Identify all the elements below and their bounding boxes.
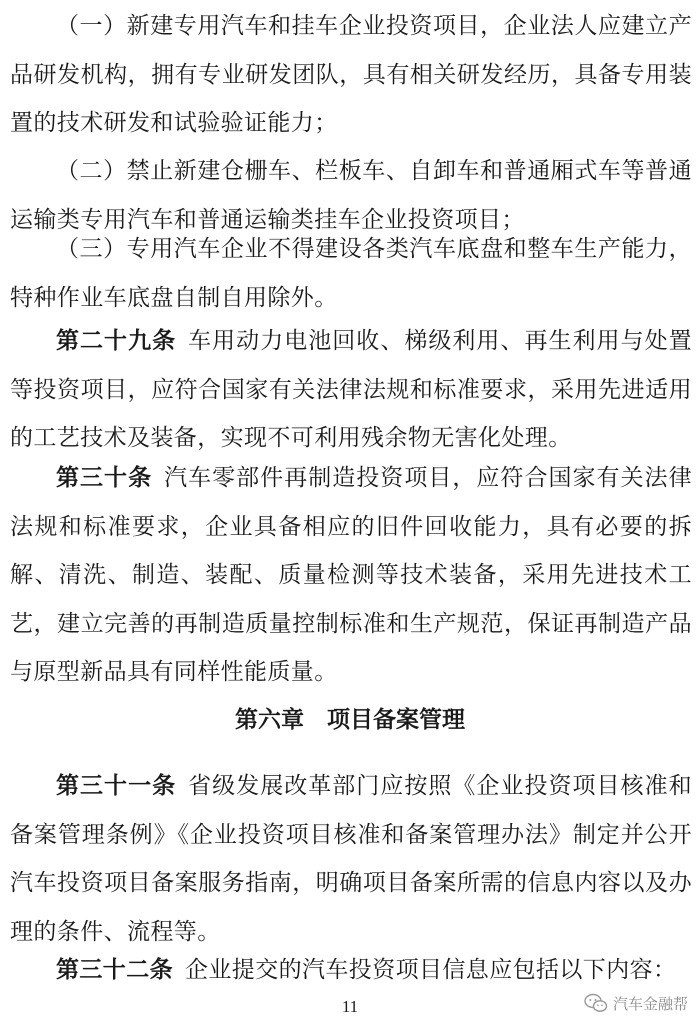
article-number: 第二十九条 — [56, 327, 177, 354]
article-number: 第三十一条 — [56, 772, 177, 799]
paragraph-text: 省级发展改革部门应按照《企业投资项目核准和备案管理条例》《企业投资项目核准和备案管理办法》制定并公开汽车投资项目备案服务指南，明确项目备案所需的信息内容以及办理的条件、流程等。 — [10, 773, 692, 945]
paragraph-text: （一）新建专用汽车和挂车企业投资项目，企业法人应建立产品研发机构，拥有专业研发团队，具有相关研发经历，具备专用装置的技术研发和试验验证能力； — [10, 13, 692, 136]
article-30 — [10, 454, 692, 697]
paragraph-text: 汽车零部件再制造投资项目，应符合国家有关法律法规和标准要求，企业具备相应的旧件回收能力，具有必要的拆解、清洗、制造、装配、质量检测等技术装备，采用先进技术工艺，建立完善的再制造质量控制标准和生产规范，保证再制造产品与原型新品具有同样性能质量。 — [10, 465, 692, 685]
paragraph-1 — [10, 2, 692, 148]
chapter-heading: 第六章 项目备案管理 — [235, 706, 465, 733]
article-number: 第三十二条 — [56, 956, 173, 983]
article-number: 第三十条 — [56, 464, 153, 491]
paragraph-text: （二）禁止新建仓栅车、栏板车、自卸车和普通厢式车等普通运输类专用汽车和普通运输类挂车企业投资项目； — [10, 158, 692, 233]
watermark — [584, 990, 688, 1016]
wechat-icon — [584, 993, 608, 1013]
paragraph-text: （三）专用汽车企业不得建设各类汽车底盘和整车生产能力，特种作业车底盘自制自用除外。 — [10, 236, 692, 311]
article-31 — [10, 762, 692, 956]
paragraph-text: 企业提交的汽车投资项目信息应包括以下内容： — [185, 957, 677, 983]
paragraph-3 — [10, 225, 692, 322]
article-32 — [10, 946, 692, 995]
watermark-text: 汽车金融帮 — [612, 994, 688, 1013]
article-29 — [10, 317, 692, 463]
page-number: 11 — [341, 997, 359, 1016]
paragraph-text: 车用动力电池回收、梯级利用、再生利用与处置等投资项目，应符合国家有关法律法规和标准要求，采用先进适用的工艺技术及装备，实现不可利用残余物无害化处理。 — [10, 328, 692, 451]
